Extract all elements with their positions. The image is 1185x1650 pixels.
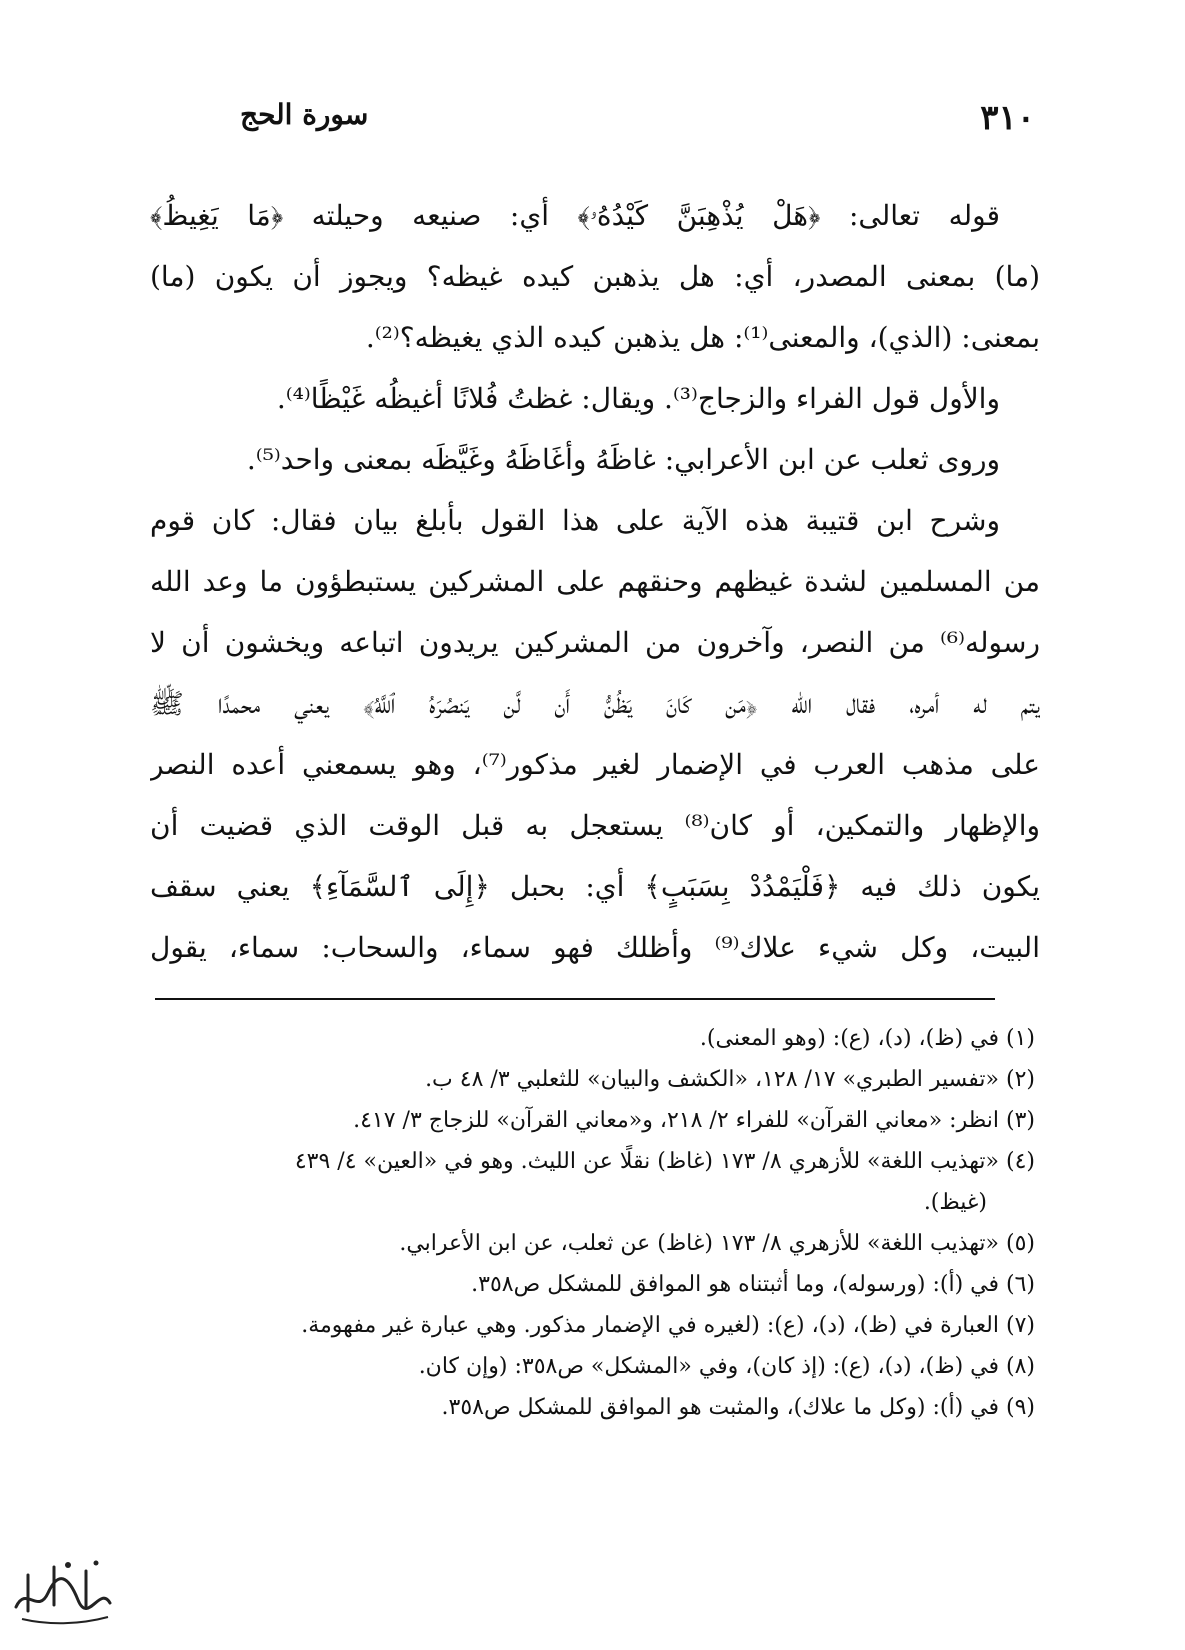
running-header [150,98,1035,148]
watermark-logo-icon [8,1545,118,1635]
text-line: يكون ذلك فيه ﴿فَلْيَمْدُدْ بِسَبَبٍ﴾ أي: بحبل ﴿إِلَى ٱلسَّمَآءِ﴾ يعني سقف [150,870,1040,903]
text-line: بمعنى: (الذي)، والمعنى⁽¹⁾: هل يذهبن كيده الذي يغيظه؟⁽²⁾. [365,321,1040,354]
footnote-4-continuation: (غيظ). [923,1190,987,1215]
footnote-separator [155,998,995,1000]
footnote-3: (٣) انظر: «معاني القرآن» للفراء ٢/ ٢١٨، و«معاني القرآن» للزجاج ٣/ ٤١٧. [353,1108,1035,1133]
text-line: وشرح ابن قتيبة هذه الآية على هذا القول بأبلغ بيان فقال: كان قوم [150,504,1000,537]
footnote-9: (٩) في (أ): (وكل ما علاك)، والمثبت هو الموافق للمشكل ص٣٥٨. [441,1395,1035,1420]
surah-title: سورة الحج [240,98,369,131]
text-line: قوله تعالى: ﴿هَلْ يُذْهِبَنَّ كَيْدُهُۥ﴾ أي: صنيعه وحيلته ﴿مَا يَغِيظُ﴾ [150,199,1000,232]
footnotes [155,1018,1035,1428]
text-line: من المسلمين لشدة غيظهم وحنقهم على المشركين يستبطؤون ما وعد الله [150,565,1040,598]
text-line: والإظهار والتمكين، أو كان⁽⁸⁾ يستعجل به قبل الوقت الذي قضيت أن [150,809,1040,842]
text-line: البيت، وكل شيء علاك⁽⁹⁾ وأظلك فهو سماء، والسحاب: سماء، يقول [150,931,1040,964]
text-line: وروى ثعلب عن ابن الأعرابي: غاظَهُ وأغَاظَهُ وغَيَّظَه بمعنى واحد⁽⁵⁾. [246,443,1000,476]
text-line: على مذهب العرب في الإضمار لغير مذكور⁽⁷⁾، وهو يسمعني أعده النصر [150,748,1040,781]
footnote-2: (٢) «تفسير الطبري» ١٧/ ١٢٨، «الكشف والبيان» للثعلبي ٣/ ٤٨ ب. [425,1067,1035,1092]
main-text [150,185,1040,978]
text-line: والأول قول الفراء والزجاج⁽³⁾. ويقال: غظتُ فُلانًا أغيظُه غَيْظًا⁽⁴⁾. [276,382,1000,415]
footnote-1: (١) في (ظ)، (د)، (ع): (وهو المعنى). [699,1026,1035,1051]
footnote-7: (٧) العبارة في (ظ)، (د)، (ع): (لغيره في الإضمار مذكور. وهي عبارة غير مفهومة. [301,1313,1035,1338]
text-line: يتم له أمره، فقال الله ﴿مَن كَانَ يَظُنُّ أَن لَّن يَنصُرَهُ ٱللَّهُ﴾ يعني محمدًا ﷺ [150,687,1040,720]
footnote-6: (٦) في (أ): (ورسوله)، وما أثبتناه هو الموافق للمشكل ص٣٥٨. [471,1272,1035,1297]
page-number: ٣١٠ [980,98,1035,138]
text-line: رسوله⁽⁶⁾ من النصر، وآخرون من المشركين يريدون اتباعه ويخشون أن لا [150,626,1040,659]
footnote-5: (٥) «تهذيب اللغة» للأزهري ٨/ ١٧٣ (غاظ) عن ثعلب، عن ابن الأعرابي. [399,1231,1035,1256]
footnote-8: (٨) في (ظ)، (د)، (ع): (إذ كان)، وفي «المشكل» ص٣٥٨: (وإن كان. [418,1354,1035,1379]
footnote-4: (٤) «تهذيب اللغة» للأزهري ٨/ ١٧٣ (غاظ) نقلًا عن الليث. وهو في «العين» ٤/ ٤٣٩ [294,1149,1035,1174]
text-line: (ما) بمعنى المصدر، أي: هل يذهبن كيده غيظه؟ ويجوز أن يكون (ما) [150,260,1040,293]
